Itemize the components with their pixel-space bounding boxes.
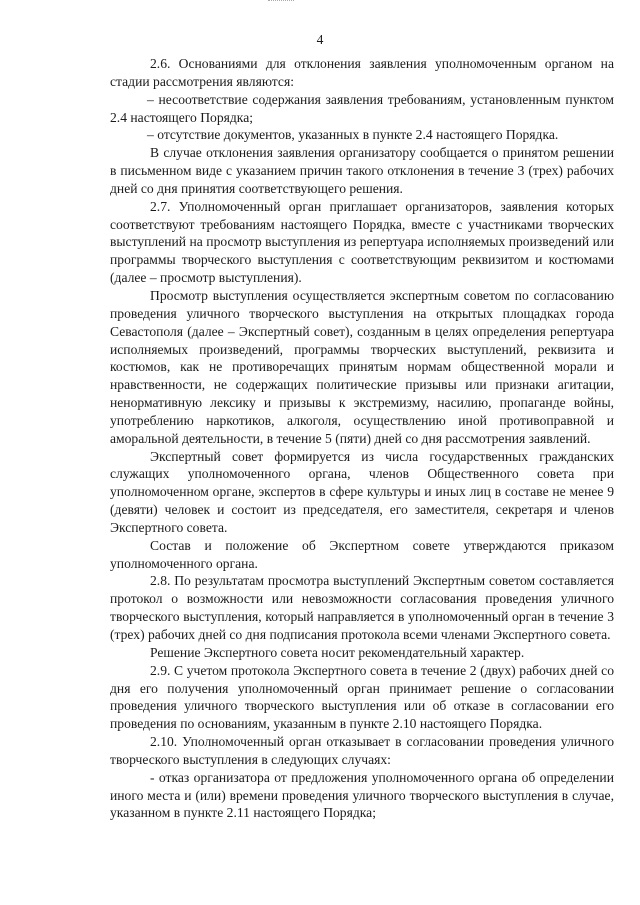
list-item-refusal: - отказ организатора от предложения уполномоченного органа об определении иного места и (или) времени проведения уличного творческого выступления в случае, указанном в пункте 2.11 настоящего Порядка;: [110, 769, 614, 821]
list-item-missing-documents: – отсутствие документов, указанных в пункте 2.4 настоящего Порядка.: [147, 127, 559, 143]
paragraph-expert-council: Экспертный совет формируется из числа государственных гражданских служащих уполномоченного органа, членов Общественного совета при уполномоченном органе, экспертов в сфере культуры и иных лиц в составе не менее 9 (девяти) человек и состоит из председателя, его заместителя, секретаря и членов Экспертного совета.: [110, 448, 614, 535]
list-item-nonconformity: – несоответствие содержания заявления требованиям, установленным пунктом 2.4 настоящего Порядка;: [110, 91, 614, 125]
paragraph-recommendation: Решение Экспертного совета носит рекомендательный характер.: [150, 644, 525, 660]
page-number: 4: [316, 32, 324, 47]
paragraph-2-10: 2.10. Уполномоченный орган отказывает в согласовании проведения уличного творческого выступления в следующих случаях:: [110, 734, 614, 767]
scan-artifact: [268, 0, 294, 6]
paragraph-2-7: 2.7. Уполномоченный орган приглашает организаторов, заявления которых соответствуют требованиям настоящего Порядка, вместе с участниками творческих выступлений на просмотр выступления из репертуара исполняемых произведений или программы творческого выступления с соответствующим реквизитом и костюмами (далее – просмотр выступления).: [110, 198, 614, 286]
paragraph-review: Просмотр выступления осуществляется экспертным советом по согласованию проведения уличного творческого выступления на открытых площадках города Севастополя (далее – Экспертный совет), созданным в целях определения репертуара исполняемых произведений, программы творческих выступлений, реквизита и костюмов, как не противоречащих принятым нормам общественной морали и нравственности, не содержащих политические призывы или признаки агитации, ненормативную лексику и призывы к экстремизму, насилию, пропаганде войны, употреблению наркотиков, алкоголя, осуществлению иной противоправной и аморальной деятельности, в течение 5 (пяти) дней со дня рассмотрения заявлений.: [110, 287, 614, 446]
paragraph-rejection-notice: В случае отклонения заявления организатору сообщается о принятом решении в письменном виде с указанием причин такого отклонения в течение 3 (трех) рабочих дней со дня принятия соответствующего решения.: [110, 145, 614, 196]
document-body: [110, 55, 614, 822]
paragraph-2-8: 2.8. По результатам просмотра выступлений Экспертным советом составляется протокол о возможности или невозможности согласования проведения уличного творческого выступления, который направляется в уполномоченный орган в течение 3 (трех) рабочих дней со дня подписания протокола всеми членами Экспертного совета.: [110, 573, 614, 642]
paragraph-council-composition: Состав и положение об Экспертном совете утверждаются приказом уполномоченного органа.: [110, 537, 614, 571]
paragraph-2-9: 2.9. С учетом протокола Экспертного совета в течение 2 (двух) рабочих дней со дня его получения уполномоченный орган принимает решение о согласовании проведения уличного творческого выступления или об отказе в согласовании его проведения по основаниям, указанным в пункте 2.10 настоящего Порядка.: [110, 662, 614, 732]
paragraph-2-6: 2.6. Основаниями для отклонения заявления уполномоченным органом на стадии рассмотрения являются:: [110, 56, 614, 89]
